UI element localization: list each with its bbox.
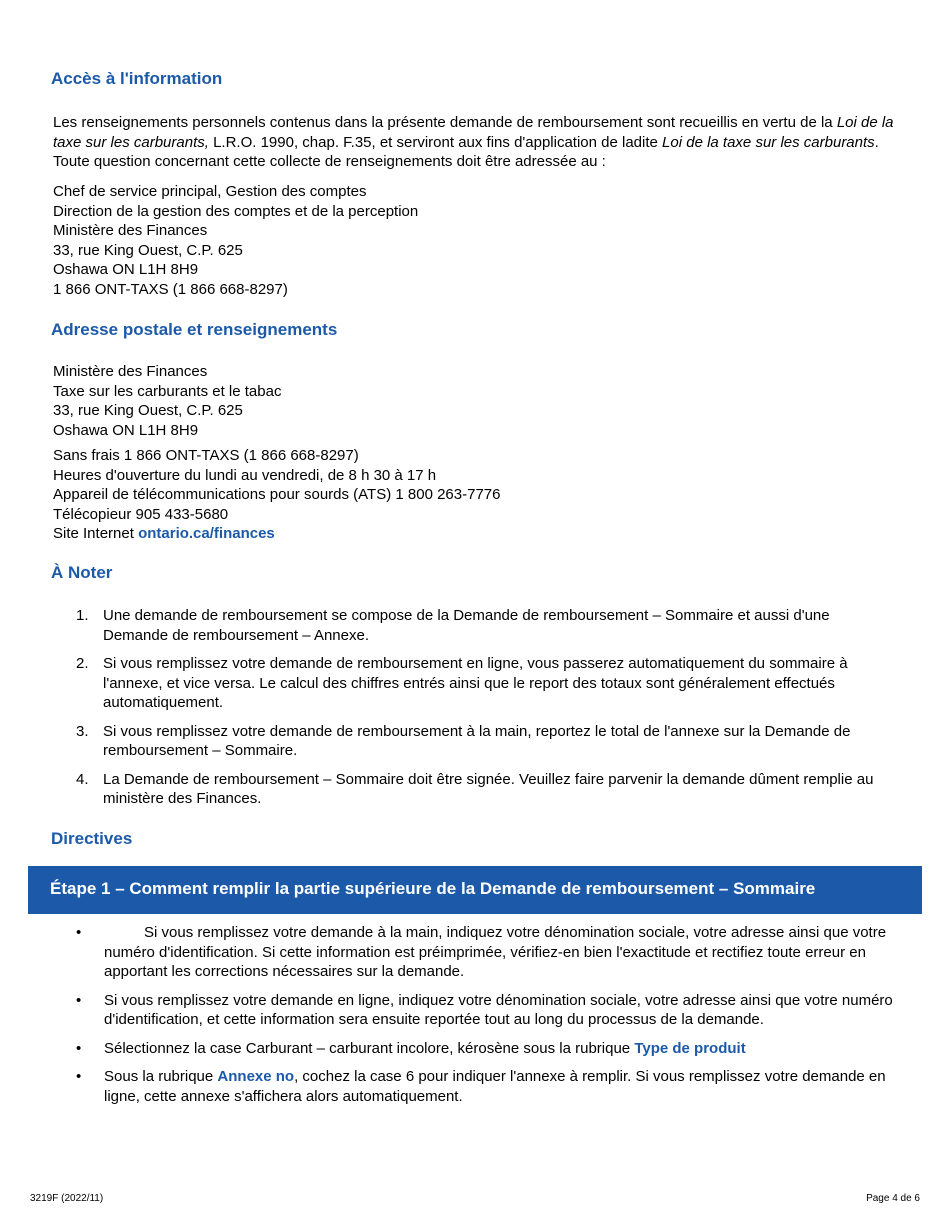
step-1-banner <box>28 866 922 914</box>
access-paragraph: Les renseignements personnels contenus dans la présente demande de remboursement sont recueillis en vertu de la Loi de la taxe sur les carburants, L.R.O. 1990, chap. F.35, et serviront aux fins d'application de ladite Loi de la taxe sur les carburants. Toute question concernant cette collecte de renseignements doit être adressée au : <box>53 114 894 170</box>
mailing-contacts <box>53 446 903 544</box>
address-line: Oshawa ON L1H 8H9 <box>53 421 199 439</box>
bullet-icon: • <box>76 1068 82 1085</box>
address-line: Taxe sur les carburants et le tabac <box>53 382 282 400</box>
step-item: • Sous la rubrique Annexe no, cochez la case 6 pour indiquer l'annexe à remplir. Si vous remplissez votre demande en ligne, cette annexe s'affichera alors automatiquement. <box>76 1068 886 1105</box>
directives-heading: Directives <box>51 829 133 848</box>
mailing-address <box>53 362 903 440</box>
schedule-number-link[interactable]: Annexe no <box>217 1068 295 1085</box>
step-1-title: Étape 1 – Comment remplir la partie supérieure de la Demande de remboursement – Sommaire <box>50 879 816 898</box>
law-title: Loi de la taxe sur les carburants, <box>53 114 894 151</box>
access-heading: Accès à l'information <box>51 69 223 88</box>
bullet-icon: • <box>76 924 82 941</box>
step-item: • Si vous remplissez votre demande en ligne, indiquez votre dénomination sociale, votre adresse ainsi que votre numéro d'identification, et cette information sera ensuite reportée tout au long du processus de la demande. <box>76 991 893 1028</box>
step-1-list <box>76 923 896 1115</box>
note-item: 3. Si vous remplissez votre demande de remboursement à la main, reportez le total de l'annexe sur la Demande de remboursement – Sommaire. <box>76 722 851 759</box>
step-item: • Sélectionnez la case Carburant – carburant incolore, kérosène sous la rubrique Type de produit <box>76 1039 746 1057</box>
form-code: 3219F (2022/11) <box>30 1193 104 1204</box>
product-type-link[interactable]: Type de produit <box>634 1039 746 1057</box>
note-item: 1. Une demande de remboursement se compose de la Demande de remboursement – Sommaire et aussi d'une Demande de remboursement – Annexe. <box>76 607 830 644</box>
tty-line: Appareil de télécommunications pour sourds (ATS) 1 800 263-7776 <box>53 486 501 503</box>
bullet-icon: • <box>76 1039 82 1057</box>
bullet-icon: • <box>76 991 82 1009</box>
phone-line: 1 866 ONT-TAXS (1 866 668-8297) <box>53 280 288 298</box>
address-line: 33, rue King Ouest, C.P. 625 <box>53 402 243 419</box>
hours-line: Heures d'ouverture du lundi au vendredi, de 8 h 30 à 17 h <box>53 466 437 484</box>
toll-free-line: Sans frais 1 866 ONT-TAXS (1 866 668-8297) <box>53 447 359 464</box>
address-line: Ministère des Finances <box>53 222 208 239</box>
address-line: Direction de la gestion des comptes et de la perception <box>53 202 419 220</box>
mailing-heading: Adresse postale et renseignements <box>51 320 338 339</box>
note-list <box>76 606 876 818</box>
address-line: Oshawa ON L1H 8H9 <box>53 261 199 278</box>
website-link[interactable]: ontario.ca/finances <box>138 525 275 542</box>
page-number: Page 4 de 6 <box>866 1193 920 1204</box>
website-line: Site Internet ontario.ca/finances <box>53 525 275 542</box>
address-line: Ministère des Finances <box>53 363 208 380</box>
law-title: Loi de la taxe sur les carburants <box>662 133 875 151</box>
note-item: 4. La Demande de remboursement – Sommaire doit être signée. Veuillez faire parvenir la demande dûment remplie au ministère des Finances. <box>76 770 874 807</box>
note-heading: À Noter <box>51 563 113 582</box>
access-address <box>53 182 903 299</box>
address-line: 33, rue King Ouest, C.P. 625 <box>53 241 243 259</box>
fax-line: Télécopieur 905 433-5680 <box>53 505 229 523</box>
step-item: • Si vous remplissez votre demande à la main, indiquez votre dénomination sociale, votre adresse ainsi que votre numéro d'identification. Si cette information est préimprimée, vérifiez-en bien l'exactitude et rectifiez toute erreur en apportant les corrections nécessaires sur la demande. <box>76 924 887 980</box>
note-item: 2. Si vous remplissez votre demande de remboursement en ligne, vous passerez automatiquement du sommaire à l'annexe, et vice versa. Le calcul des chiffres entrés ainsi que le report des totaux sont généralement effectués automatiquement. <box>76 655 848 711</box>
address-line: Chef de service principal, Gestion des comptes <box>53 183 367 200</box>
